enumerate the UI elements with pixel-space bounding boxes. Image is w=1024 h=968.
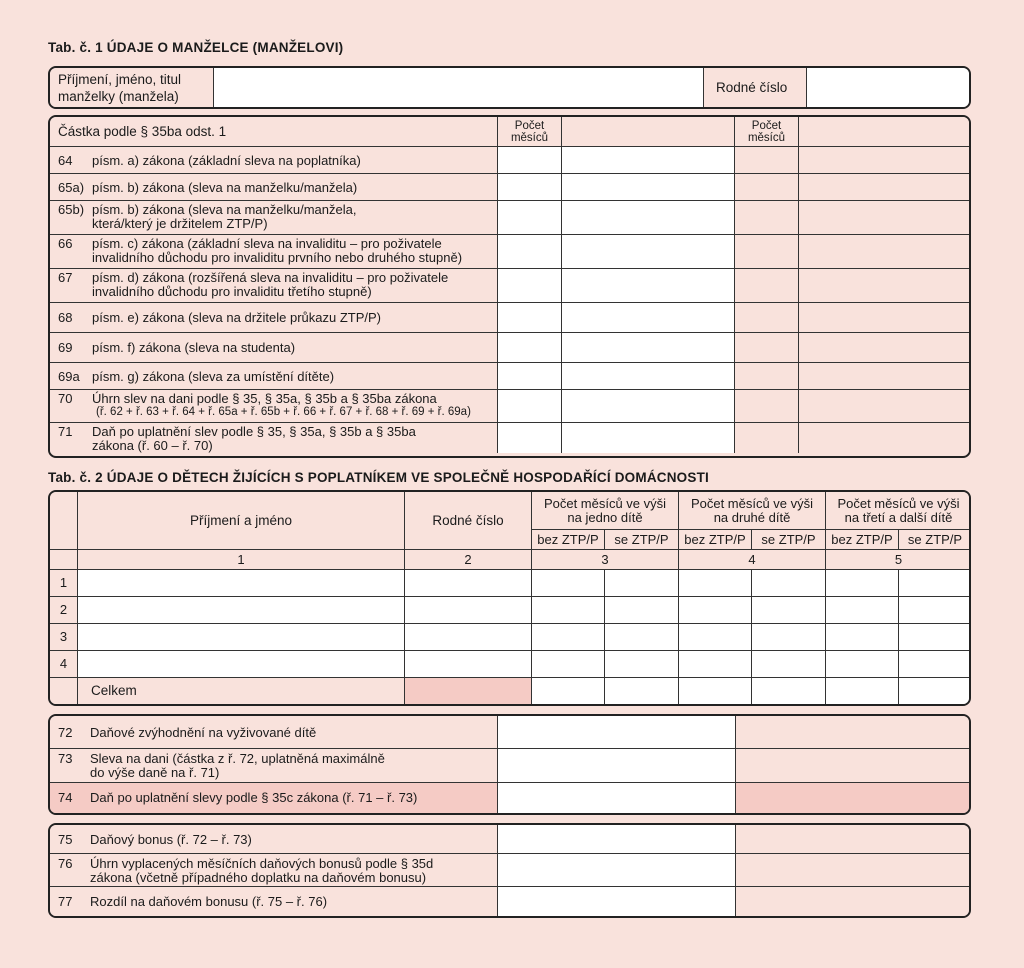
row-text-line1: Úhrn slev na dani podle § 35, § 35a, § 35b a § 35ba zákona <box>92 391 437 406</box>
pocet-mesicu-header-2 <box>735 117 799 147</box>
row-text-line2: invalidního důchodu pro invaliditu prvního nebo druhého stupně) <box>92 250 463 265</box>
group1-line1: Počet měsíců ve výši <box>543 495 667 511</box>
pocet-mesicu-field-2[interactable] <box>735 390 799 423</box>
row-number: 68 <box>58 310 73 325</box>
child-months-field[interactable] <box>899 570 971 597</box>
row-text-line1: Rozdíl na daňovém bonusu (ř. 75 – ř. 76) <box>90 894 328 909</box>
spouse-name-field[interactable] <box>214 68 704 107</box>
pocet-mesicu-field-2[interactable] <box>735 333 799 363</box>
pocet-mesicu-field-2[interactable] <box>735 423 799 453</box>
pocet-mesicu-field-1[interactable] <box>498 423 562 453</box>
header-amount-2 <box>799 117 971 147</box>
block-row-label <box>50 887 498 916</box>
child-months-field[interactable] <box>752 624 826 651</box>
child-name-field[interactable] <box>78 570 405 597</box>
amount-field-2[interactable] <box>799 303 971 333</box>
header-amount-1 <box>562 117 735 147</box>
row-text-line2: do výše daně na ř. 71) <box>90 765 220 780</box>
pocet-mesicu-field-1[interactable] <box>498 235 562 269</box>
child-months-field[interactable] <box>532 651 605 678</box>
block-amount-field-2[interactable] <box>736 749 971 783</box>
block-amount-field-2[interactable] <box>736 783 971 813</box>
tab1-row-label <box>50 269 498 303</box>
row-text-line1: Daň po uplatnění slevy podle § 35c zákona (ř. 71 – ř. 73) <box>90 790 418 805</box>
child-row-number: 1 <box>50 570 78 597</box>
block-72-74 <box>48 714 971 815</box>
pocet-mesicu-field-1[interactable] <box>498 333 562 363</box>
mesicu-2: měsíců <box>747 131 786 144</box>
amount-field-2[interactable] <box>799 269 971 303</box>
tab1-table <box>48 115 971 458</box>
row-number: 71 <box>58 424 73 439</box>
pocet-mesicu-field-1[interactable] <box>498 147 562 174</box>
row-number: 66 <box>58 236 73 251</box>
group2-line1: Počet měsíců ve výši <box>690 495 814 511</box>
group3-header <box>826 492 971 530</box>
block-amount-field-1[interactable] <box>498 716 736 749</box>
amount-field-1[interactable] <box>562 333 735 363</box>
block-row-label <box>50 854 498 887</box>
row-number: 65b) <box>58 202 85 217</box>
celkem-months-field[interactable] <box>752 678 826 704</box>
group3-line2: na třetí a další dítě <box>844 509 953 525</box>
row-text-line1: písm. f) zákona (sleva na studenta) <box>92 340 296 355</box>
spouse-name-label <box>50 68 214 107</box>
child-row-number: 3 <box>50 624 78 651</box>
row-text-line1: Daňové zvýhodnění na vyživované dítě <box>90 725 317 740</box>
col-rc-header: Rodné číslo <box>405 492 532 550</box>
block-amount-field-2[interactable] <box>736 887 971 916</box>
child-months-field[interactable] <box>752 570 826 597</box>
tab1-heading: Tab. č. 1 ÚDAJE O MANŽELCE (MANŽELOVI) <box>48 40 344 55</box>
block-amount-field-1[interactable] <box>498 854 736 887</box>
row-text-line1: písm. g) zákona (sleva za umístění dítěte) <box>92 369 335 384</box>
colnum-2: 2 <box>405 550 532 570</box>
child-months-field[interactable] <box>605 651 679 678</box>
row-text-line1: Daň po uplatnění slev podle § 35, § 35a, § 35b a § 35ba <box>92 424 416 439</box>
pocet-mesicu-field-2[interactable] <box>735 363 799 390</box>
child-months-field[interactable] <box>899 597 971 624</box>
tab2-corner <box>50 492 78 550</box>
block-75-77 <box>48 823 971 918</box>
block-amount-field-2[interactable] <box>736 716 971 749</box>
tab1-row-label <box>50 147 498 174</box>
child-rc-field[interactable] <box>405 651 532 678</box>
row-text-line1: písm. a) zákona (základní sleva na poplatníka) <box>92 153 361 168</box>
block-amount-field-1[interactable] <box>498 887 736 916</box>
block-amount-field-2[interactable] <box>736 825 971 854</box>
celkem-months-field[interactable] <box>899 678 971 704</box>
amount-field-2[interactable] <box>799 235 971 269</box>
pocet-mesicu-field-2[interactable] <box>735 235 799 269</box>
mesicu-1: měsíců <box>510 131 549 144</box>
row-number: 73 <box>58 751 73 766</box>
child-months-field[interactable] <box>752 651 826 678</box>
celkem-months-field[interactable] <box>532 678 605 704</box>
row-text-line2: invalidního důchodu pro invaliditu třetího stupně) <box>92 284 372 299</box>
block-amount-field-1[interactable] <box>498 749 736 783</box>
amount-field-2[interactable] <box>799 174 971 201</box>
g1-se: se ZTP/P <box>605 530 679 550</box>
celkem-label: Celkem <box>78 678 405 704</box>
child-months-field[interactable] <box>605 597 679 624</box>
tab1-row-label <box>50 201 498 235</box>
block-row-label <box>50 749 498 783</box>
child-name-field[interactable] <box>78 597 405 624</box>
g1-bez: bez ZTP/P <box>532 530 605 550</box>
row-text-line1: písm. e) zákona (sleva na držitele průkazu ZTP/P) <box>92 310 382 325</box>
spouse-rc-label: Rodné číslo <box>704 68 807 107</box>
row-number: 65a) <box>58 180 85 195</box>
pocet-mesicu-header-1 <box>498 117 562 147</box>
child-name-field[interactable] <box>78 624 405 651</box>
pocet-mesicu-field-2[interactable] <box>735 303 799 333</box>
pocet-mesicu-field-2[interactable] <box>735 201 799 235</box>
row-text-line1: písm. d) zákona (rozšířená sleva na invaliditu – pro poživatele <box>92 270 449 285</box>
child-months-field[interactable] <box>899 624 971 651</box>
colnum-blank <box>50 550 78 570</box>
amount-field-1[interactable] <box>562 147 735 174</box>
colnum-4: 4 <box>679 550 826 570</box>
spouse-name-label-line1: Příjmení, jméno, titul <box>58 72 182 87</box>
child-months-field[interactable] <box>752 597 826 624</box>
g3-bez: bez ZTP/P <box>826 530 899 550</box>
amount-field-1[interactable] <box>562 201 735 235</box>
pocet-mesicu-field-2[interactable] <box>735 147 799 174</box>
celkem-months-field[interactable] <box>679 678 752 704</box>
row-number: 75 <box>58 832 73 847</box>
child-months-field[interactable] <box>826 597 899 624</box>
child-rc-field[interactable] <box>405 597 532 624</box>
block-row-label <box>50 825 498 854</box>
row-text-line1: Úhrn vyplacených měsíčních daňových bonusů podle § 35d <box>90 856 434 871</box>
amount-field-2[interactable] <box>799 423 971 453</box>
celkem-months-field[interactable] <box>826 678 899 704</box>
row-text-line1: Daňový bonus (ř. 72 – ř. 73) <box>90 832 252 847</box>
child-row-number: 2 <box>50 597 78 624</box>
pocet-mesicu-field-1[interactable] <box>498 303 562 333</box>
amount-field-1[interactable] <box>562 174 735 201</box>
child-months-field[interactable] <box>532 624 605 651</box>
pocet-mesicu-field-1[interactable] <box>498 390 562 423</box>
pocet-1: Počet <box>514 119 545 132</box>
group2-line2: na druhé dítě <box>713 509 791 525</box>
pocet-mesicu-field-2[interactable] <box>735 174 799 201</box>
tab1-row-label <box>50 423 498 453</box>
tab2-table <box>48 490 971 706</box>
pocet-2: Počet <box>751 119 782 132</box>
row-number: 77 <box>58 894 73 909</box>
group1-header <box>532 492 679 530</box>
pocet-mesicu-field-1[interactable] <box>498 269 562 303</box>
row-text-line2: která/který je držitelem ZTP/P) <box>92 216 268 231</box>
amount-field-2[interactable] <box>799 363 971 390</box>
row-text-line1: Sleva na dani (částka z ř. 72, uplatněná maximálně <box>90 751 385 766</box>
celkem-blank <box>50 678 78 704</box>
child-months-field[interactable] <box>605 570 679 597</box>
amount-field-1[interactable] <box>562 363 735 390</box>
colnum-5: 5 <box>826 550 971 570</box>
child-months-field[interactable] <box>679 651 752 678</box>
child-name-field[interactable] <box>78 651 405 678</box>
block-row-label <box>50 783 498 813</box>
row-text-line2: (ř. 62 + ř. 63 + ř. 64 + ř. 65a + ř. 65b + ř. 66 + ř. 67 + ř. 68 + ř. 69 + ř. 69a) <box>96 406 471 418</box>
row-number: 69a <box>58 369 80 384</box>
tab1-row-label <box>50 363 498 390</box>
group1-line2: na jedno dítě <box>567 509 643 525</box>
child-months-field[interactable] <box>679 624 752 651</box>
castka-label: Částka podle § 35ba odst. 1 <box>50 117 498 147</box>
row-number: 69 <box>58 340 73 355</box>
group2-header <box>679 492 826 530</box>
spouse-rc-field[interactable] <box>807 68 969 107</box>
pocet-mesicu-field-2[interactable] <box>735 269 799 303</box>
amount-field-1[interactable] <box>562 235 735 269</box>
g3-se: se ZTP/P <box>899 530 971 550</box>
tab1-row-label <box>50 235 498 269</box>
celkem-months-field[interactable] <box>605 678 679 704</box>
row-text-line2: zákona (včetně případného doplatku na daňovém bonusu) <box>90 870 427 885</box>
amount-field-1[interactable] <box>562 390 735 423</box>
row-number: 70 <box>58 391 73 406</box>
tab1-row-label <box>50 390 498 423</box>
child-rc-field[interactable] <box>405 624 532 651</box>
tab1-row-label <box>50 174 498 201</box>
row-number: 76 <box>58 856 73 871</box>
tab1-row-label <box>50 333 498 363</box>
colnum-3: 3 <box>532 550 679 570</box>
colnum-1: 1 <box>78 550 405 570</box>
block-row-label <box>50 716 498 749</box>
amount-field-2[interactable] <box>799 147 971 174</box>
pocet-mesicu-field-1[interactable] <box>498 201 562 235</box>
spouse-name-box <box>48 66 971 109</box>
child-months-field[interactable] <box>826 570 899 597</box>
row-text-line1: písm. c) zákona (základní sleva na invaliditu – pro poživatele <box>92 236 442 251</box>
g2-se: se ZTP/P <box>752 530 826 550</box>
row-number: 72 <box>58 725 73 740</box>
block-amount-field-1[interactable] <box>498 783 736 813</box>
amount-field-2[interactable] <box>799 201 971 235</box>
g2-bez: bez ZTP/P <box>679 530 752 550</box>
spouse-name-label-line2: manželky (manžela) <box>58 89 179 104</box>
pocet-mesicu-field-1[interactable] <box>498 363 562 390</box>
row-number: 74 <box>58 790 73 805</box>
child-rc-field[interactable] <box>405 570 532 597</box>
child-months-field[interactable] <box>679 570 752 597</box>
pocet-mesicu-field-1[interactable] <box>498 174 562 201</box>
child-months-field[interactable] <box>605 624 679 651</box>
child-months-field[interactable] <box>532 597 605 624</box>
child-months-field[interactable] <box>532 570 605 597</box>
child-months-field[interactable] <box>826 624 899 651</box>
row-number: 64 <box>58 153 73 168</box>
child-months-field[interactable] <box>899 651 971 678</box>
row-text-line1: písm. b) zákona (sleva na manželku/manžela, <box>92 202 357 217</box>
child-row-number: 4 <box>50 651 78 678</box>
amount-field-2[interactable] <box>799 390 971 423</box>
amount-field-1[interactable] <box>562 269 735 303</box>
row-text-line1: písm. b) zákona (sleva na manželku/manžela) <box>92 180 358 195</box>
amount-field-1[interactable] <box>562 423 735 453</box>
row-number: 67 <box>58 270 73 285</box>
row-text-line2: zákona (ř. 60 – ř. 70) <box>92 438 213 453</box>
block-amount-field-2[interactable] <box>736 854 971 887</box>
block-amount-field-1[interactable] <box>498 825 736 854</box>
celkem-rc-shaded <box>405 678 532 704</box>
tab2-heading: Tab. č. 2 ÚDAJE O DĚTECH ŽIJÍCÍCH S POPLATNÍKEM VE SPOLEČNĚ HOSPODAŘÍCÍ DOMÁCNOSTI <box>48 470 709 485</box>
col-name-header: Příjmení a jméno <box>78 492 405 550</box>
amount-field-2[interactable] <box>799 333 971 363</box>
amount-field-1[interactable] <box>562 303 735 333</box>
child-months-field[interactable] <box>679 597 752 624</box>
group3-line1: Počet měsíců ve výši <box>837 495 960 511</box>
tab1-row-label <box>50 303 498 333</box>
child-months-field[interactable] <box>826 651 899 678</box>
